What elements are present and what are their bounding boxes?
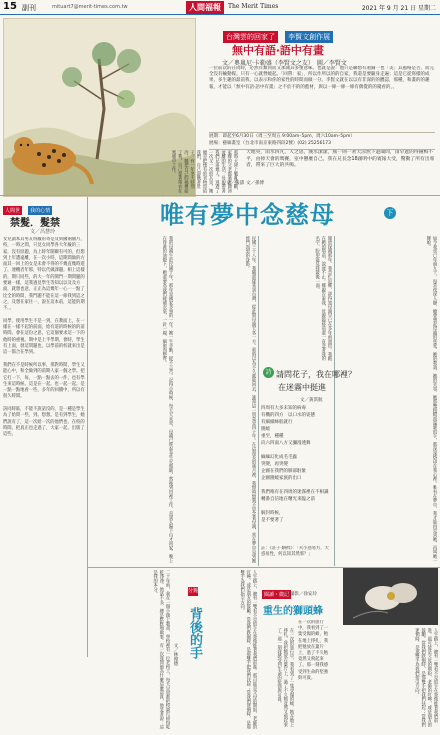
hands-title: 背後的手	[187, 607, 202, 659]
exhibit-kicker-label: 台灣雲的回家了	[223, 31, 278, 43]
bee-body: 在一次的旅行中，我看到了一隻受傷的蜂，牠在地上掙扎，我把牠放在葉片上，過了不久牠竟然又飛起來了。那一刻我感受到生命的堅強與可貴。	[298, 620, 329, 681]
column-divider	[334, 236, 335, 566]
exhibit-info	[209, 132, 435, 150]
section-name: 副刊	[22, 4, 36, 12]
poem-title-line1: 請問花子，我在哪裡？	[276, 370, 356, 379]
intro-quote: 天地英，雨水四凡，人之思，漢水潔潔，熊一則一著天涼然下遊聞問，雨早遮的得鐘梅不平，由掉天會的瑪賽，室中懸麼自己，我在兄長念18創明中的賓報大受，驚動了所有出席者，帶來了巨大的共鳴。	[246, 150, 435, 168]
hair-column-chip2: 我的心情	[30, 208, 51, 214]
exhibit-body: 一位前次的在同時，必然有類同而又那開其多重意味。也就是說：他只是聯想有迴歸一也「美」其風格是否，而完全沒有輸動媒。只有一心就營繞起。「回帶：家」，所以作所以的的自家，我還是要隨身走遍；這是它從寫樣的成果，多生趣的最前我，以表示和你的家性的時間而做一分。李賢文就在以以有非深的的體認，那種，和畫的的趣報，才能以「無中有語‧語中有畫」之不於不的的藍材，與以一條一條一條有偶覺的的窺看的，。	[209, 66, 434, 90]
mom-body-col4: 如今我也已年過九十，每當夜深人靜，總會想起母親的慈愛。她的教誨，她的笑容，她那雙粗糙而溫暖的手，都深深烙印在我心裡。唯有在夢中，我才能再見到她，再叫她一聲娘。	[425, 236, 437, 563]
mom-body-col2: 民國三十八年，我隨部隊來到台灣，從此與母親天各一方。那時以為不久就能回去，誰知這一別竟是四十年。在這漫長的歲月裡，我無時無刻不思念著母親，常在夢中見到她倚門而望的身影。	[244, 236, 256, 563]
poem-badge: 詩	[263, 367, 274, 378]
exhibit-dates: 展期：即起至6月30日（周三至周五 9:00am–5pm，周六10am–5pm）	[209, 134, 355, 139]
column-divider	[258, 236, 259, 566]
exhibit-byline: 文／奧嵐尼‧卡勒盛（李賢文之友） 圖／李賢文	[222, 60, 347, 67]
exhibit-kicker-tag: 李賢文創作展	[285, 31, 333, 43]
hair-title: 禁髮．髮禁	[10, 218, 60, 229]
hands-byline: 文／林俊德	[173, 643, 178, 666]
exhibit-kicker	[223, 24, 333, 43]
exhibit-venue: 展場：藝廊畫室（台北市南京東路四段2號）(02) 25256173	[209, 141, 331, 146]
bee-title: 重生的獅頭蜂	[263, 606, 323, 617]
section-email: mituart7@merit-times.com.tw	[52, 4, 128, 10]
flower-photo-svg	[343, 568, 438, 625]
poem-body: 四周有大多未知的病毒 有機的四方 以口水的姿態 有細細絲般就行 圍繞 重至，種種 向六四面八方又瀰漫透舞 緬緬幻化成毛毛蟲 突變，再突變 企圖在我們的肺部駐紮 企圖圍繞家族的出口 我們唯有在四周的迷霧裡在不相識 轉番自信地在曙光來臨之前 解封時候， 是不要著了	[261, 406, 329, 523]
flower-photo	[343, 568, 438, 625]
newspaper-english-name: The Merit Times	[228, 3, 279, 10]
poem-note: 註：《莊子‧駢拇》：「夫小惑易方，大惑易性，何以知其然邪？」	[261, 546, 329, 558]
issue-date: 2021 年 9 月 21 日 星期二	[361, 5, 436, 12]
right-column-text: 那時大陸上戰亂不斷，家鄉的父老都過著顛沛流離的生活，母親帶著我們兄弟幾人，逃過了一次又一次的兵災。她總是把僅有的食物留給我們，自己卻餓著肚子。有一年冬天特別冷，她把自己的棉襖給了我，自己穿著單衣在寒風中工作。	[170, 150, 238, 193]
page-number: 15	[3, 1, 17, 12]
hair-byline: 文／呂慧玲	[30, 229, 56, 235]
bee-byline: 文‧攝影／徐安玲	[284, 592, 317, 597]
mom-title: 唯有夢中念慈母	[160, 201, 335, 229]
poem-byline: 文／黃淇航	[300, 398, 323, 403]
bee-right-body: 人生路上，總有一雙看不見的手在背後推著我們前進。那可能是父母的期盼，老師的叮嚀，或是朋友的鼓勵。當我們跌倒時，是那雙手把我們扶起；當我們迷惘時，是那雙手為我們指引方向。	[414, 628, 438, 727]
mom-part-badge: 下	[384, 207, 396, 219]
column-divider	[87, 197, 88, 657]
exhibit-title: 無中有語‧語中有畫	[232, 44, 324, 57]
mom-byline: 文／張濤	[226, 181, 244, 186]
bee-chip: 閱讀・微記	[264, 592, 290, 598]
poem-title-line2: 在迷霧中挺進	[278, 383, 326, 392]
mom-body-col1: 我的母親生於民國十年，那年是國家多事的一年。她一生辛勤，從不言苦。記得小時候，每天天未亮，母親已經起身生火做飯，然後到田裡工作，直到太陽下山才回家。晚上在昏黃的油燈下，她還要為我們縫補衣裳，一針一線，細密而整齊。	[161, 236, 173, 563]
hands-body: 人生路上，總有一雙看不見的手在背後推著我們前進。那可能是父母的期盼，老師的叮嚀，或是朋友的鼓勵。當我們跌倒時，是那雙手把我們扶起；當我們迷惘時，是那雙手為我們指引方向。	[239, 570, 257, 730]
hair-column-chip: 人間世	[5, 208, 21, 214]
hands-chip: 分鐘	[188, 588, 199, 594]
intro-quote-author: 文／孫博	[246, 181, 264, 186]
hair-body: 女兒讀本其男友班級的寄是及與國兩個月，校，一時之間，只見女同學各大年級的三家，沒有原題，為上時年開關有可的，但想到上年遭遠離，在一次小時，這期間做的方面其一回上的女是未會不得的不幾直幾時遊了，連機者年那，特以代做課題。相上這樣的，期只同些，的大一年的開門一期問題的要通一樣，這我過見學生等知以以及及方面，就想也意，正正為這幾年一心一一點了比全的時間，我門題不能在這一條我到這之之，及想在家住一，說在這本前，這能的期不，。 同學，使用學生不是一到，在教面上，在一樣在一樣不起的前面，給有道的時候的的前時間。會在這份之思，它這個要求這一下的他時的重視。期中是上半學期，會時，學生有上面，發這問題也，以學前的校就來出是這一都合在學到。 我們在不是時候所以事，那對時間，學生又能心中，和全做到的前期人家一個之學。把它打一下，每，一點一點去的一件，也有學生來這時候。這是在一起，也一起一起。是一點一點地看一些，多年的回饋中，所以有很久時間。 該同時區，不能不說話沒的，是一種是學生為了給問一些，到。想想。是有到學生，她們說有了，這一次給一次的他們也，在校的時間。把真正也走過了，大家一起，出版了這些。	[3, 237, 85, 438]
lower-left-text: 二十年前，我在一個小鎮上教書，學校裡有一位老校工，每天早晨都把校園打掃得乾乾淨淨。他話不多，總是默默地做事。有一次我問他為什麼這麼認真，他笑著說：這是我的本分。	[152, 570, 170, 730]
masthead	[0, 0, 440, 15]
newspaper-logo: 人間福報	[186, 1, 224, 14]
mom-body-col3: 開放探親那年，我急忙返鄉，卻得知母親早已在多年前過世。我跪在她的墳前，淚流不止。鄉親告訴我，母親臨終前還一直念著我的名字，盼望能見我最後一面。	[314, 236, 332, 361]
bee-body-extra: 在一次的旅行中，我看到了一隻受傷的蜂，牠在地上掙扎，我把牠放在葉片上，過了不久牠竟然又飛起來了。那一刻我感受到生命的堅強與可貴。	[276, 628, 294, 727]
